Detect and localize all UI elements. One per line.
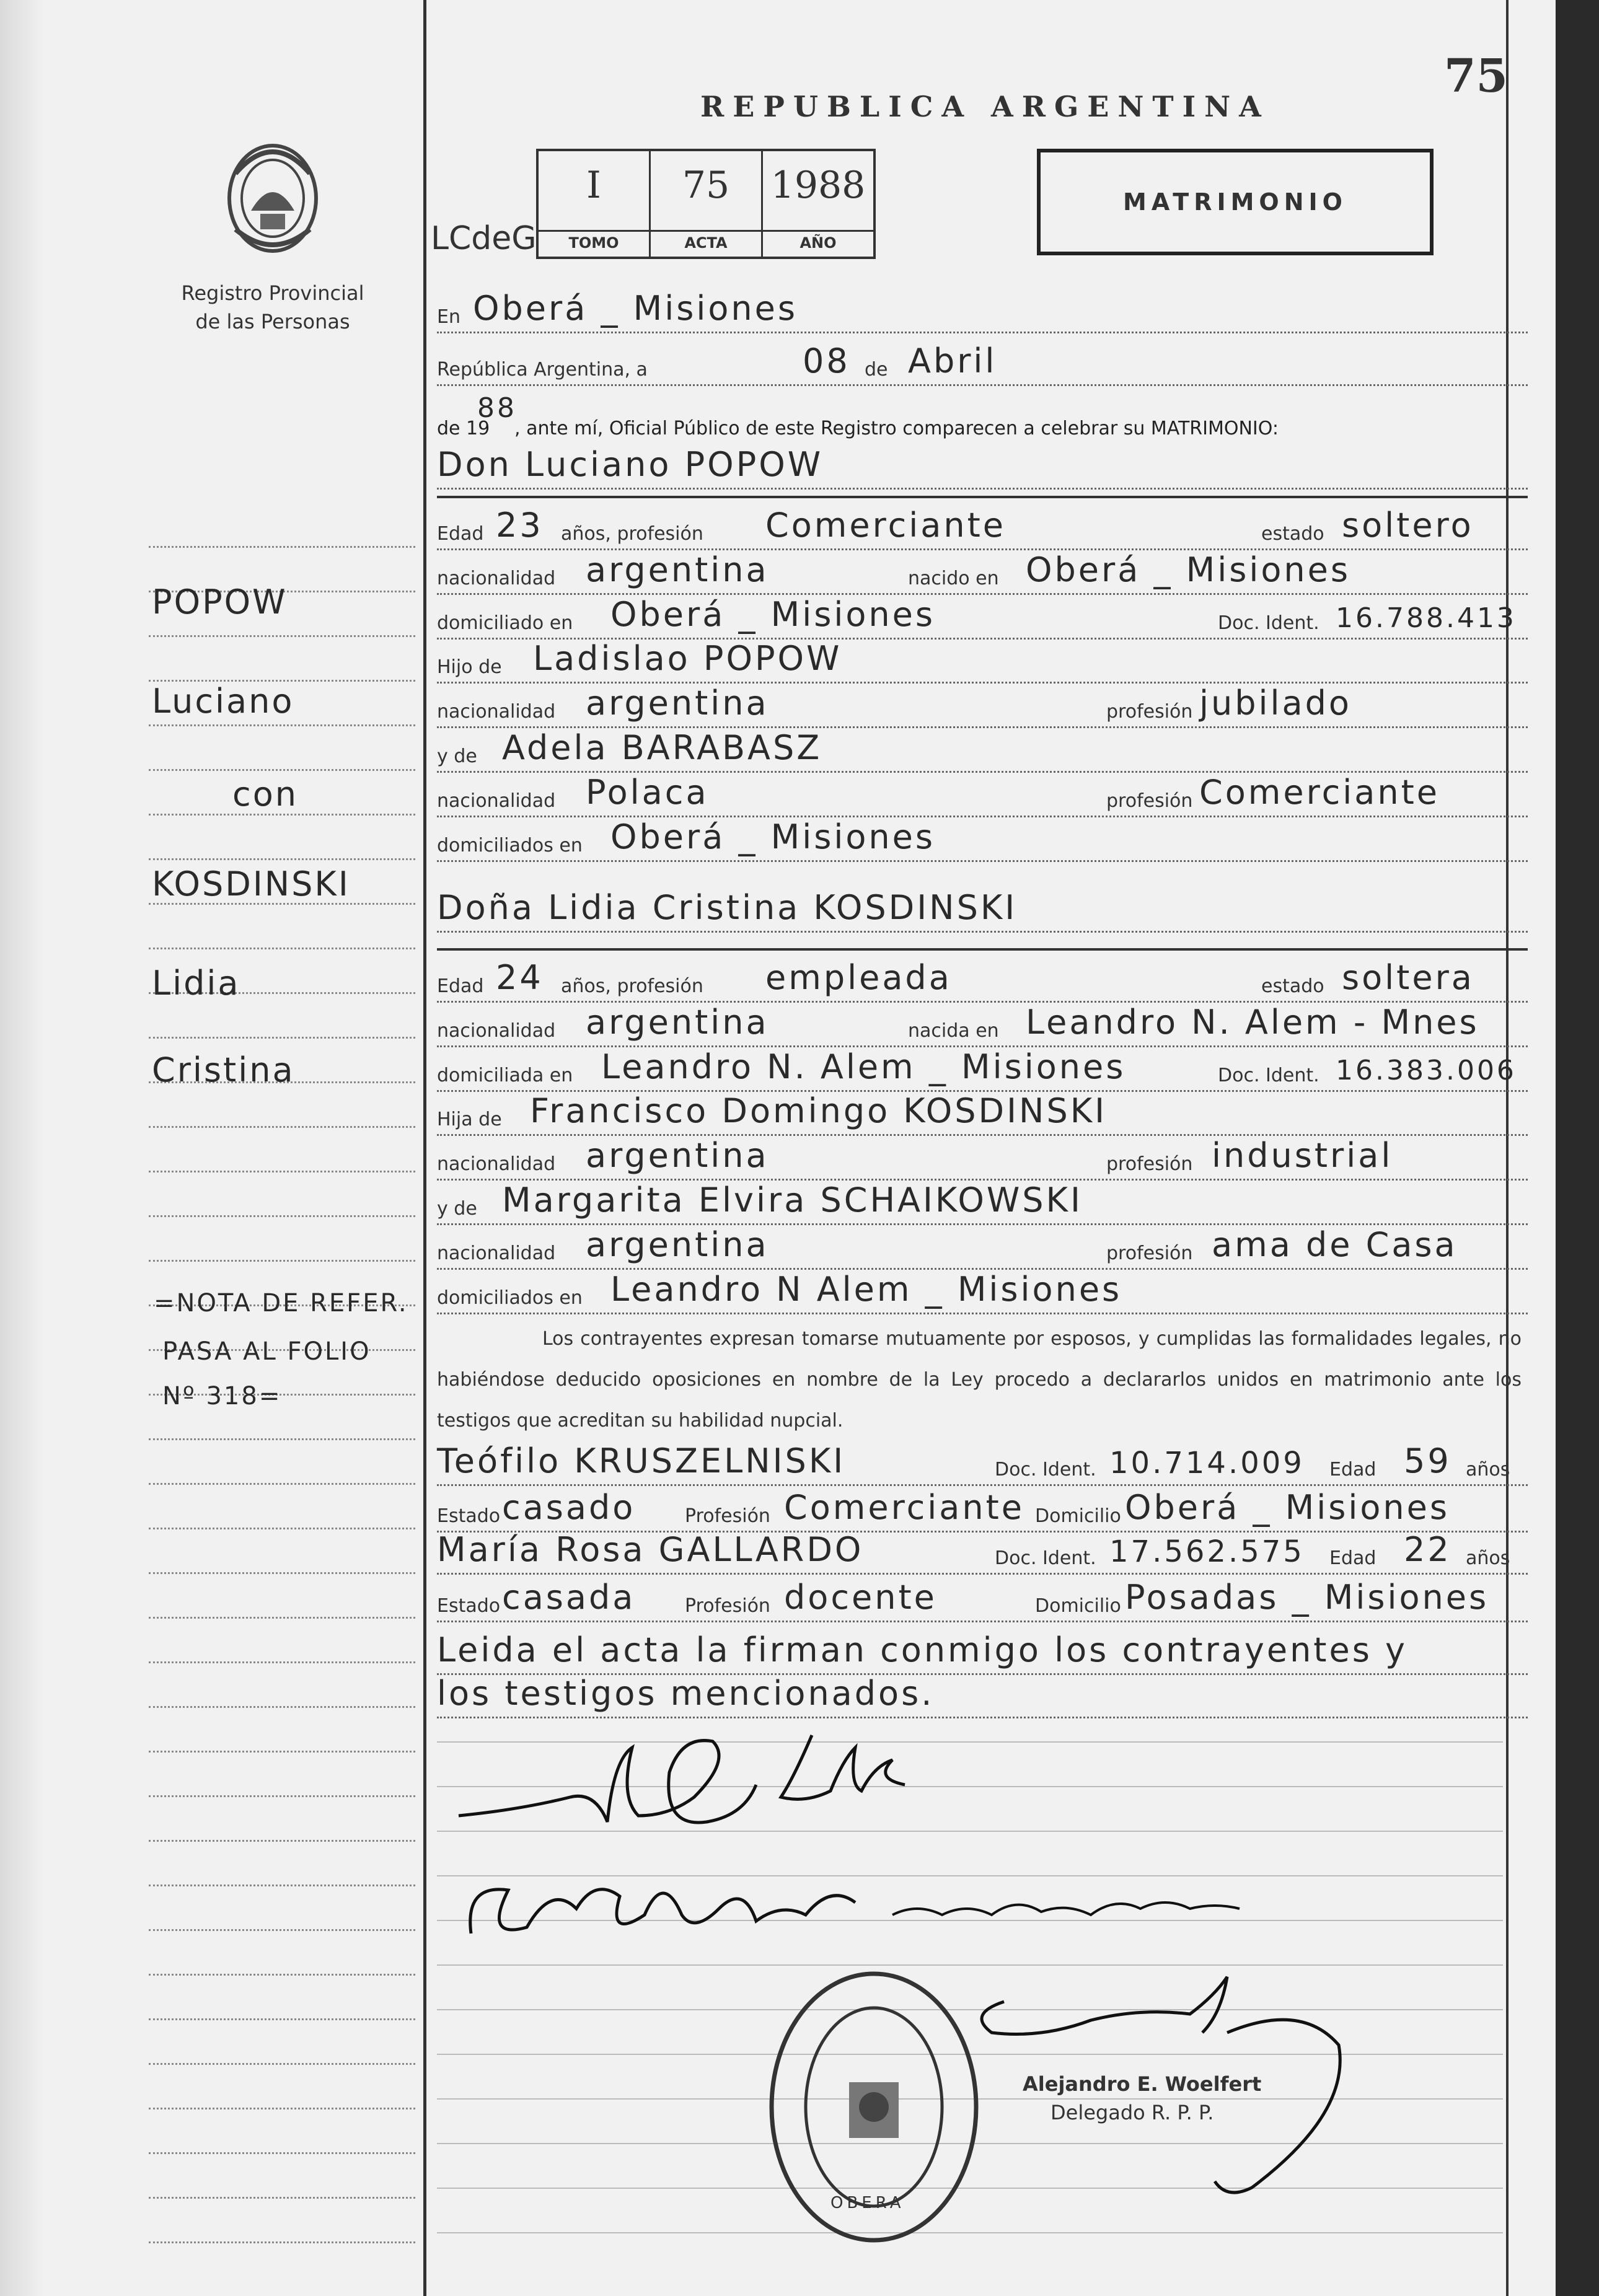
bride-padres-dom: Leandro N Alem _ Misiones <box>610 1270 1122 1309</box>
place-row <box>437 289 1528 333</box>
year-prefix: de 19 <box>437 418 490 439</box>
bride-parents-dom-row <box>437 1270 1528 1314</box>
place-value: Oberá _ Misiones <box>473 289 798 328</box>
margin-ruled-line <box>149 768 415 771</box>
bride-nac-row <box>437 1003 1528 1047</box>
nac-label: nacionalidad <box>437 790 556 812</box>
margin-ruled-line <box>149 1750 415 1753</box>
profesion-label: profesión <box>1106 1243 1193 1264</box>
groom-dom-row <box>437 595 1528 640</box>
margin-ruled-line <box>149 1125 415 1128</box>
bride-mother-nac-row <box>437 1225 1528 1270</box>
witness1-name: Teófilo KRUSZELNISKI <box>437 1441 846 1480</box>
ref-code: LCdeG <box>431 220 537 257</box>
groom-nacionalidad: argentina <box>586 550 769 589</box>
margin-ruled-line <box>149 2241 415 2243</box>
nac-label: nacionalidad <box>437 1020 556 1042</box>
margin-con: con <box>232 775 298 814</box>
declaration-text: Los contrayentes expresan tomarse mutuamente por esposos, y cumplidas las formalidades legales, no habiéndose deducido oposiciones en nombre de la Ley procedo a declararlos unidos en matrimonio ante los testigos que acreditan su habilidad nupcial. <box>437 1328 1522 1432</box>
profesion-label: profesión <box>1106 1153 1193 1175</box>
section-divider-groom <box>437 496 1528 498</box>
doc-label: Doc. Ident. <box>1218 612 1319 634</box>
witness1-doc: 10.714.009 <box>1109 1446 1305 1480</box>
margin-ruled-line <box>149 1973 415 1976</box>
witness-signatures-icon <box>459 1859 1326 1971</box>
witness2-doc: 17.562.575 <box>1109 1534 1305 1569</box>
tomo-value: I <box>586 164 601 207</box>
edad-label: Edad <box>1329 1459 1377 1480</box>
dom-label: domiciliada en <box>437 1065 573 1086</box>
groom-father-row <box>437 639 1528 684</box>
margin-ruled-line <box>149 947 415 949</box>
estado-label: estado <box>1261 975 1324 997</box>
anio-label: AÑO <box>763 230 873 252</box>
anio-value: 1988 <box>770 164 866 207</box>
bride-estado: soltera <box>1342 958 1474 997</box>
margin-ruled-line <box>149 1929 415 1931</box>
edad-label: Edad <box>1329 1547 1377 1569</box>
bride-padre-prof: industrial <box>1212 1136 1393 1175</box>
stamp-bottom-text: OBERA <box>830 2194 905 2212</box>
bride-doc: 16.383.006 <box>1336 1055 1517 1086</box>
groom-profesion: Comerciante <box>765 506 1006 545</box>
bride-mother-row <box>437 1181 1528 1225</box>
doc-label: Doc. Ident. <box>995 1459 1096 1480</box>
groom-signature-icon <box>446 1723 769 1859</box>
margin-ruled-line <box>149 1839 415 1842</box>
bride-padre-nac: argentina <box>586 1136 769 1175</box>
margin-ruled-line <box>149 1705 415 1708</box>
groom-edad: 23 <box>496 506 544 545</box>
margin-divider <box>423 0 426 2296</box>
provincial-seal-icon <box>217 136 328 260</box>
domicilio-label: Domicilio <box>1035 1595 1121 1617</box>
edad-label: Edad <box>437 523 484 545</box>
witness1-details-row <box>437 1488 1528 1533</box>
margin-ruled-line <box>149 2062 415 2065</box>
header-title: REPUBLICA ARGENTINA <box>700 90 1270 123</box>
registry-line2: de las Personas <box>195 310 350 333</box>
margin-ruled-line <box>149 1884 415 1886</box>
official-title: Delegado R. P. P. <box>1051 2101 1214 2124</box>
year-row <box>437 392 1528 443</box>
prof-label: años, profesión <box>561 523 703 545</box>
margin-ruled-line <box>149 2107 415 2109</box>
closing-line-1: Leida el acta la firman conmigo los contrayentes y <box>437 1630 1407 1669</box>
year-suffix: 88 <box>477 392 517 424</box>
estado-label: Estado <box>437 1595 501 1617</box>
witness1-profesion: Comerciante <box>784 1488 1024 1527</box>
groom-padre-prof: jubilado <box>1199 684 1352 723</box>
witness1-name-row <box>437 1441 1528 1486</box>
margin-ruled-line <box>149 2018 415 2020</box>
estado-label: estado <box>1261 523 1324 545</box>
tomo-label: TOMO <box>539 230 649 252</box>
margin-surname: POPOW <box>152 583 288 622</box>
dom-label: domiciliado en <box>437 612 573 634</box>
witness2-edad: 22 <box>1404 1530 1451 1569</box>
hija-label: Hija de <box>437 1109 502 1130</box>
prof-label: años, profesión <box>561 975 703 997</box>
official-name: Alejandro E. Woelfert <box>1023 2072 1262 2096</box>
day-value: 08 <box>803 341 850 380</box>
anos-label: años <box>1466 1547 1510 1569</box>
groom-doc: 16.788.413 <box>1336 602 1517 634</box>
groom-mother-nac-row <box>437 773 1528 817</box>
nac-label: nacionalidad <box>437 1243 556 1264</box>
margin-ruled-line <box>149 1661 415 1663</box>
profesion-label: Profesión <box>685 1595 770 1617</box>
doc-label: Doc. Ident. <box>995 1547 1096 1569</box>
groom-padres-dom: Oberá _ Misiones <box>610 817 935 856</box>
bride-name-row <box>437 888 1528 933</box>
nacido-label: nacido en <box>908 568 999 589</box>
edad-label: Edad <box>437 975 484 997</box>
closing-line-2: los testigos mencionados. <box>437 1674 935 1713</box>
month-value: Abril <box>908 341 997 380</box>
nac-label: nacionalidad <box>437 1153 556 1175</box>
acta-label: ACTA <box>651 230 761 252</box>
bride-madre-nac: argentina <box>586 1225 769 1264</box>
margin-ruled-line <box>149 1170 415 1172</box>
groom-madre-prof: Comerciante <box>1199 773 1440 812</box>
groom-full-name: Don Luciano POPOW <box>437 445 824 484</box>
bride-profesion: empleada <box>765 958 952 997</box>
bride-father-row <box>437 1091 1528 1136</box>
margin-ruled-line <box>149 2152 415 2154</box>
nac-label: nacionalidad <box>437 701 556 723</box>
bride-edad-row <box>437 958 1528 1003</box>
domicilio-label: Domicilio <box>1035 1505 1121 1527</box>
bride-signature-icon <box>769 1723 917 1822</box>
anos-label: años <box>1466 1459 1510 1480</box>
date-row <box>437 341 1528 386</box>
rep-label: República Argentina, a <box>437 359 648 380</box>
margin-ruled-line <box>149 1527 415 1529</box>
margin-note-line1: =NOTA DE REFER. <box>154 1289 408 1317</box>
margin-ruled-line <box>149 1438 415 1440</box>
profesion-label: Profesión <box>685 1505 770 1527</box>
groom-mother-row <box>437 728 1528 773</box>
yde-label: y de <box>437 746 477 767</box>
witness2-name: María Rosa GALLARDO <box>437 1530 864 1569</box>
witness1-edad: 59 <box>1404 1441 1451 1480</box>
margin-note-line3: Nº 318= <box>162 1382 282 1410</box>
bride-dom-row <box>437 1047 1528 1092</box>
registry-line1: Registro Provincial <box>181 281 364 305</box>
groom-padre: Ladislao POPOW <box>533 639 842 678</box>
witness2-name-row <box>437 1530 1528 1575</box>
witness2-estado: casada <box>502 1578 636 1617</box>
margin-ruled-line <box>149 545 415 548</box>
record-number-box <box>536 149 876 259</box>
groom-nac-row <box>437 550 1528 595</box>
groom-edad-row <box>437 506 1528 550</box>
margin-ruled-line <box>149 635 415 637</box>
groom-estado: soltero <box>1342 506 1474 545</box>
profesion-label: profesión <box>1106 701 1193 723</box>
bride-full-name: Doña Lidia Cristina KOSDINSKI <box>437 888 1018 927</box>
bride-madre: Margarita Elvira SCHAIKOWSKI <box>502 1181 1083 1220</box>
margin-ruled-line <box>149 1572 415 1574</box>
witness1-estado: casado <box>502 1488 636 1527</box>
margin-ruled-line <box>149 2196 415 2199</box>
groom-nacido: Oberá _ Misiones <box>1026 550 1350 589</box>
acta-cell <box>651 151 763 257</box>
margin-ruled-line <box>149 1795 415 1797</box>
acta-value: 75 <box>682 164 730 207</box>
estado-label: Estado <box>437 1505 501 1527</box>
de-label: de <box>865 359 888 380</box>
profesion-label: profesión <box>1106 790 1193 812</box>
witness1-domicilio: Oberá _ Misiones <box>1125 1488 1450 1527</box>
bride-nacionalidad: argentina <box>586 1003 769 1042</box>
anio-cell <box>763 151 873 257</box>
groom-madre-nac: Polaca <box>586 773 709 812</box>
nacida-label: nacida en <box>908 1020 999 1042</box>
record-type-box: MATRIMONIO <box>1037 149 1434 255</box>
witness2-profesion: docente <box>784 1578 937 1617</box>
witness2-domicilio: Posadas _ Misiones <box>1125 1578 1489 1617</box>
margin-ruled-line <box>149 858 415 860</box>
doms-label: domiciliados en <box>437 1287 583 1309</box>
hijo-label: Hijo de <box>437 656 502 678</box>
groom-father-nac-row <box>437 684 1528 728</box>
margin-note-line2: PASA AL FOLIO <box>162 1337 371 1366</box>
doms-label: domiciliados en <box>437 835 583 856</box>
nac-label: nacionalidad <box>437 568 556 589</box>
margin-given-name: Luciano <box>152 682 294 721</box>
doc-label: Doc. Ident. <box>1218 1065 1319 1086</box>
margin-ruled-line <box>149 1259 415 1262</box>
bride-father-nac-row <box>437 1136 1528 1181</box>
bride-edad: 24 <box>496 958 544 997</box>
yde-label: y de <box>437 1198 477 1220</box>
registry-name <box>155 279 390 336</box>
bride-domicilio: Leandro N. Alem _ Misiones <box>601 1047 1126 1086</box>
margin-surname-2: KOSDINSKI <box>152 864 350 904</box>
en-label: En <box>437 306 460 328</box>
groom-domicilio: Oberá _ Misiones <box>610 595 935 634</box>
page-number: 75 <box>1444 50 1508 103</box>
closing-row-2 <box>437 1673 1528 1718</box>
margin-given-2a: Lidia <box>152 964 240 1003</box>
margin-ruled-line <box>149 724 415 726</box>
margin-ruled-line <box>149 1215 415 1217</box>
intro-text: , ante mí, Oficial Público de este Registro comparecen a celebrar su MATRIMONIO: <box>514 418 1279 439</box>
bride-nacida: Leandro N. Alem - Mnes <box>1026 1003 1479 1042</box>
closing-row-1 <box>437 1630 1528 1675</box>
margin-ruled-line <box>149 1482 415 1485</box>
groom-madre: Adela BARABASZ <box>502 728 822 767</box>
witness2-details-row <box>437 1578 1528 1622</box>
official-block <box>1023 2070 1261 2127</box>
tomo-cell <box>539 151 651 257</box>
bride-madre-prof: ama de Casa <box>1212 1225 1458 1264</box>
groom-name-row <box>437 445 1528 490</box>
margin-given-2b: Cristina <box>152 1050 295 1089</box>
page-edge-shadow <box>0 0 43 2296</box>
margin-ruled-line <box>149 1036 415 1039</box>
section-divider-bride <box>437 948 1528 951</box>
bride-padre: Francisco Domingo KOSDINSKI <box>530 1091 1108 1130</box>
groom-padre-nac: argentina <box>586 684 769 723</box>
groom-parents-dom-row <box>437 817 1528 862</box>
margin-ruled-line <box>149 1616 415 1619</box>
